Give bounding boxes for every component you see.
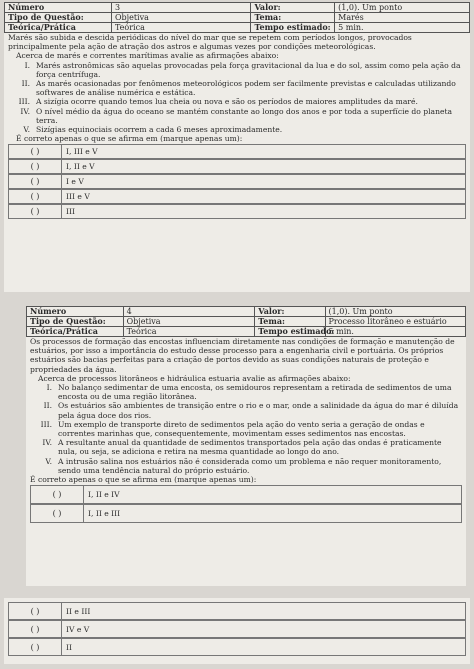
tempo-value: 5 min. xyxy=(325,327,466,337)
question-header xyxy=(4,2,470,33)
statement xyxy=(8,107,466,125)
prompt-text: Acerca de marés e correntes marítimas avalie as afirmações abaixo: xyxy=(16,51,279,61)
statement-text: As marés ocasionadas por fenômenos meteorológicos podem ser facilmente previstas e calculadas utilizando softwares de análise numérica e estática. xyxy=(36,79,456,98)
question-text: É correto apenas o que se afirma em (marque apenas um): xyxy=(30,475,257,485)
option-label: IV e V xyxy=(66,624,90,634)
statement-number: V. xyxy=(45,456,52,466)
valor-label: Valor: xyxy=(251,3,335,13)
intro-text: Os processos de formação das encostas influenciam diretamente nas condições de formação e manutenção de estuários, por isso a importância do estudo desse processo para a engenharia civil e portuária. Os próprios estuários são bacias perfeitas para a criação de portos devido as suas condições naturais de proteção e propriedades da água. xyxy=(30,337,455,374)
option-label: I, II e III xyxy=(88,509,121,519)
statement-text: Um exemplo de transporte direto de sedimentos pela ação do vento seria a geração de ondas e correntes marinhas que, consequentemente, movimentam esses sedimentos nas encostas. xyxy=(58,419,425,439)
intro-text: Marés são subida e descida periódicas do nível do mar que se repetem com períodos longos, provocados principalmente pela ação de atração dos astros e algumas vezes por condições meteorológicas. xyxy=(8,33,412,52)
statement xyxy=(30,457,462,475)
statement-number: III. xyxy=(18,97,30,107)
option-label: II xyxy=(66,642,72,652)
option-label: III e V xyxy=(66,192,90,202)
question-body xyxy=(4,33,470,143)
teorica-label: Teórica/Prática xyxy=(27,327,124,337)
answer-checkbox[interactable]: ( ) xyxy=(9,190,62,203)
statement-number: IV. xyxy=(20,106,30,116)
question-4-continuation-sheet xyxy=(4,598,470,664)
statement-number: IV. xyxy=(42,438,52,448)
answer-checkbox[interactable]: ( ) xyxy=(9,603,62,619)
valor-value: (1,0). Um ponto xyxy=(335,3,470,13)
statement xyxy=(30,438,462,456)
tempo-label: Tempo estimado: xyxy=(251,23,335,33)
statement-number: I. xyxy=(24,60,30,70)
answer-checkbox[interactable]: ( ) xyxy=(9,175,62,188)
answer-checkbox[interactable]: ( ) xyxy=(31,505,84,522)
answer-checkbox[interactable]: ( ) xyxy=(9,160,62,173)
statement-text: O nível médio da água do oceano se mantém constante ao longo dos anos e por toda a superfície do planeta terra. xyxy=(36,106,453,125)
statement-text: A resultante anual da quantidade de sedimentos transportados pela ação das ondas é praticamente nula, ou seja, se adiciona e retira na mesma quantidade ao longo do ano. xyxy=(58,438,442,457)
tempo-label: Tempo estimado: xyxy=(255,327,325,337)
option-label: I, II e IV xyxy=(88,490,120,500)
numero-label: Número xyxy=(5,3,112,13)
option-label: I, II e V xyxy=(66,162,95,172)
answer-option[interactable] xyxy=(8,638,466,656)
answer-option[interactable] xyxy=(8,204,466,219)
valor-value: (1,0). Um ponto xyxy=(325,307,466,317)
statement-number: I. xyxy=(46,383,52,393)
statement xyxy=(30,401,462,419)
teorica-value: Teórica xyxy=(111,23,251,33)
question-header xyxy=(26,306,466,337)
statement xyxy=(30,383,462,401)
option-label: III xyxy=(66,207,75,217)
statement-number: V. xyxy=(23,125,30,135)
answer-option[interactable] xyxy=(8,189,466,204)
statement-text: Marés astronômicas são aquelas provocadas pela força gravitacional da lua e do sol, assim como pela ação da força centrífuga. xyxy=(36,60,461,79)
statement-number: II. xyxy=(43,401,52,411)
answer-checkbox[interactable]: ( ) xyxy=(9,145,62,158)
tipo-label: Tipo de Questão: xyxy=(5,13,112,23)
statement-text: A sizígia ocorre quando temos lua cheia ou nova e são os períodos de maiores amplitudes da maré. xyxy=(36,97,418,107)
statement xyxy=(8,97,466,106)
answer-checkbox[interactable]: ( ) xyxy=(9,621,62,637)
numero-value: 3 xyxy=(111,3,251,13)
tema-label: Tema: xyxy=(251,13,335,23)
answer-options xyxy=(8,602,466,656)
tipo-value: Objetiva xyxy=(111,13,251,23)
option-label: I, III e V xyxy=(66,147,98,157)
option-label: II e III xyxy=(66,606,91,616)
answer-option[interactable] xyxy=(8,620,466,638)
statement-text: A intrusão salina nos estuários não é considerada como um problema e não requer monitoramento, sendo uma tendência natural do próprio estuário. xyxy=(58,456,442,475)
statement-text: Os estuários são ambientes de transição entre o rio e o mar, onde a salinidade da água do mar é diluída pela água doce dos rios. xyxy=(58,401,459,420)
answer-checkbox[interactable]: ( ) xyxy=(9,205,62,218)
answer-options xyxy=(30,485,462,523)
statement xyxy=(8,61,466,79)
question-text: É correto apenas o que se afirma em (marque apenas um): xyxy=(16,134,243,144)
option-label: I e V xyxy=(66,177,84,187)
tema-label: Tema: xyxy=(255,317,325,327)
question-3-sheet xyxy=(4,2,470,292)
prompt-text: Acerca de processos litorâneos e hidráulica estuaria avalie as afirmações abaixo: xyxy=(38,373,351,383)
answer-option[interactable] xyxy=(30,485,462,504)
answer-options xyxy=(8,144,466,219)
answer-checkbox[interactable]: ( ) xyxy=(9,639,62,655)
answer-option[interactable] xyxy=(8,159,466,174)
statement xyxy=(8,79,466,97)
numero-value: 4 xyxy=(123,307,255,317)
valor-label: Valor: xyxy=(255,307,325,317)
statement-text: No balanço sedimentar de uma encosta, os semidouros representam a retirada de sedimentos de uma encosta ou de uma região litorânea. xyxy=(58,383,452,402)
numero-label: Número xyxy=(27,307,124,317)
answer-option[interactable] xyxy=(8,602,466,620)
answer-checkbox[interactable]: ( ) xyxy=(31,486,84,503)
question-4-sheet xyxy=(26,306,466,586)
answer-option[interactable] xyxy=(8,144,466,159)
tempo-value: 5 min. xyxy=(335,23,470,33)
teorica-value: Teórica xyxy=(123,327,255,337)
statement-number: II. xyxy=(21,79,30,89)
answer-option[interactable] xyxy=(8,174,466,189)
tema-value: Processo litorâneo e estuário xyxy=(325,317,466,327)
statement xyxy=(8,125,466,134)
statement-text: Sizígias equinociais ocorrem a cada 6 meses aproximadamente. xyxy=(36,125,283,135)
tipo-value: Objetiva xyxy=(123,317,255,327)
tema-value: Marés xyxy=(335,13,470,23)
answer-option[interactable] xyxy=(30,504,462,523)
statement xyxy=(30,420,462,438)
statement-number: III. xyxy=(40,419,52,429)
teorica-label: Teórica/Prática xyxy=(5,23,112,33)
question-body xyxy=(26,337,466,484)
tipo-label: Tipo de Questão: xyxy=(27,317,124,327)
